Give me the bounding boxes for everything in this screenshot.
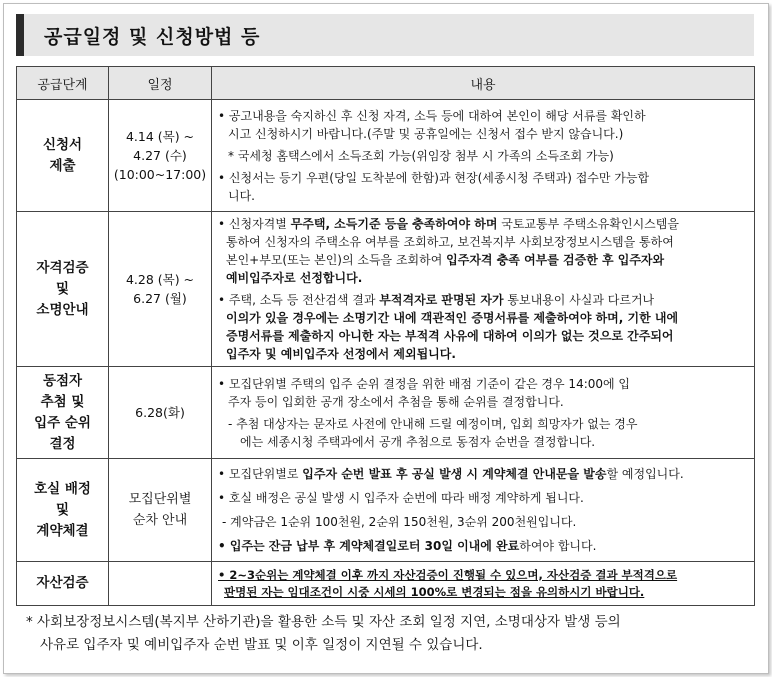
- content-cell: [212, 459, 755, 562]
- content-cell: [212, 562, 755, 606]
- stage-line: 및: [55, 280, 70, 297]
- content-line: - 추첨 대상자는 문자로 사전에 안내해 드릴 예정이며, 입회 희망자가 없는 경우: [228, 416, 638, 431]
- stage-line: 소명안내: [36, 301, 89, 318]
- content-line: 주자 등이 입회한 공개 장소에서 추첨을 통해 순위를 결정합니다.: [228, 394, 564, 409]
- date-line: 모집단위별: [128, 492, 192, 507]
- content-cell: [212, 100, 755, 212]
- date-line: (10:00~17:00): [113, 167, 207, 182]
- content-cell: [212, 212, 755, 367]
- date-cell: [109, 367, 212, 459]
- stage-line: 및: [55, 501, 70, 518]
- table-header-row: [17, 67, 755, 100]
- stage-line: 호실 배정: [34, 480, 91, 497]
- content-line: [218, 462, 748, 486]
- stage-cell: [17, 367, 109, 459]
- text-run: 국토교통부 주택소유확인시스템을: [497, 217, 679, 231]
- text-run: 본인+부모(또는 본인)의 소득을 조회하여: [226, 253, 447, 267]
- text-run: • 신청자격별: [218, 217, 291, 231]
- stage-cell: [17, 562, 109, 606]
- date-cell: [109, 562, 212, 606]
- header-date: 일정: [109, 67, 212, 100]
- footnote-line: 사유로 입주자 및 예비입주자 순번 발표 및 이후 일정이 지연될 수 있습니다.: [40, 637, 483, 653]
- text-run-bold: • 입주는 잔금 납부 후 계약체결일로터 30일 이내에 완료: [218, 539, 520, 553]
- text-run: 할 예정입니다.: [606, 467, 684, 481]
- stage-line: 제출: [49, 157, 76, 174]
- content-line: 증명서류를 제출하지 아니한 자는 부적격 사유에 대하여 이의가 없는 것으로 간주되어: [226, 329, 674, 343]
- text-run-bold: 부적격자로 판명된 자가: [379, 293, 504, 307]
- content-line: • 2~3순위는 계약체결 이후 까지 자산검증이 진행될 수 있으며, 자산검증 결과 부적격으로: [218, 567, 678, 582]
- content-cell: [212, 367, 755, 459]
- content-line: 시고 신청하시기 바랍니다.(주말 및 공휴일에는 신청서 접수 받지 않습니다.): [228, 126, 624, 141]
- text-run: • 모집단위별로: [218, 467, 303, 481]
- table-row: [17, 562, 755, 606]
- content-line: • 신청서는 등기 우편(당일 도착분에 한함)과 현장(세종시청 주택과) 접수만 가능합: [218, 170, 650, 185]
- table-row: [17, 367, 755, 459]
- date-cell: [109, 100, 212, 212]
- content-line: • 공고내용을 숙지하신 후 신청 자격, 소득 등에 대하여 본인이 해당 서류를 확인하: [218, 108, 646, 123]
- content-line: * 국세청 홈택스에서 소득조회 가능(위임장 첨부 시 가족의 소득조회 가능): [228, 148, 614, 163]
- stage-cell: [17, 459, 109, 562]
- date-cell: [109, 459, 212, 562]
- content-line: 이의가 있을 경우에는 소명기간 내에 객관적인 증명서류를 제출하여야 하며, 기한 내에: [226, 311, 679, 325]
- text-run: • 주택, 소득 등 전산검색 결과: [218, 293, 380, 307]
- content-line: 니다.: [228, 188, 255, 203]
- content-line: [218, 534, 748, 558]
- stage-line: 계약체결: [36, 522, 89, 539]
- table-row: [17, 100, 755, 212]
- table-row: [17, 212, 755, 367]
- content-line: 에는 세종시청 주택과에서 공개 추첨으로 동점자 순번을 결정합니다.: [240, 434, 596, 449]
- footnote-line: * 사회보장정보시스템(복지부 산하기관)을 활용한 소득 및 자산 조회 일정 지연, 소명대상자 발생 등의: [26, 614, 621, 630]
- date-line: 6.27 (월): [133, 291, 187, 306]
- content-line: [218, 251, 748, 269]
- header-content: 내용: [212, 67, 755, 100]
- content-line: [218, 291, 748, 309]
- table-row: [17, 459, 755, 562]
- date-line: 6.28(화): [135, 405, 185, 420]
- content-line: - 계약금은 1순위 100천원, 2순위 150천원, 3순위 200천원입니다.: [222, 515, 577, 529]
- date-line: 순차 안내: [132, 513, 188, 528]
- footnote: [26, 611, 754, 657]
- content-line: 통하여 신청자의 주택소유 여부를 조회하고, 보건복지부 사회보장정보시스템을 통하여: [226, 235, 674, 249]
- content-line: [218, 215, 748, 233]
- stage-line: 추첨 및: [40, 393, 85, 410]
- document-page: [3, 3, 769, 674]
- content-line: 입주자 및 예비입주자 선정에서 제외됩니다.: [226, 347, 456, 361]
- stage-cell: [17, 212, 109, 367]
- text-run-bold: 입주자 순번 발표 후 공실 발생 시 계약체결 안내문을 발송: [302, 467, 607, 481]
- stage-line: 신청서: [42, 136, 83, 153]
- header-stage: 공급단계: [17, 67, 109, 100]
- stage-line: 자산검증: [36, 575, 89, 591]
- stage-cell: [17, 100, 109, 212]
- content-line: 판명된 자는 임대조건이 시중 시세의 100%로 변경되는 점을 유의하시기 바랍니다.: [224, 584, 645, 599]
- section-title-bar: [16, 14, 754, 56]
- content-line: • 호실 배정은 공실 발생 시 입주자 순번에 따라 배정 계약하게 됩니다.: [218, 491, 584, 505]
- content-line: 예비입주자로 선정합니다.: [226, 271, 363, 285]
- stage-line: 결정: [49, 435, 76, 452]
- text-run-bold: 입주자격 충족 여부를 검증한 후 입주자와: [446, 253, 665, 267]
- text-run: 통보내용이 사실과 다르거나: [503, 293, 655, 307]
- section-title: 공급일정 및 신청방법 등: [44, 26, 261, 48]
- date-cell: [109, 212, 212, 367]
- schedule-table: [16, 66, 755, 606]
- text-run-bold: 무주택, 소득기준 등을 충족하여야 하며: [290, 217, 498, 231]
- stage-line: 동점자: [42, 372, 83, 389]
- date-line: 4.27 (수): [133, 148, 187, 163]
- text-run: 하여야 합니다.: [519, 539, 597, 553]
- stage-line: 자격검증: [36, 259, 89, 276]
- stage-line: 입주 순위: [34, 414, 91, 431]
- date-line: 4.14 (목) ~: [125, 129, 195, 144]
- date-line: 4.28 (목) ~: [125, 272, 195, 287]
- content-line: • 모집단위별 주택의 입주 순위 결정을 위한 배점 기준이 같은 경우 14:00에 입: [218, 376, 631, 391]
